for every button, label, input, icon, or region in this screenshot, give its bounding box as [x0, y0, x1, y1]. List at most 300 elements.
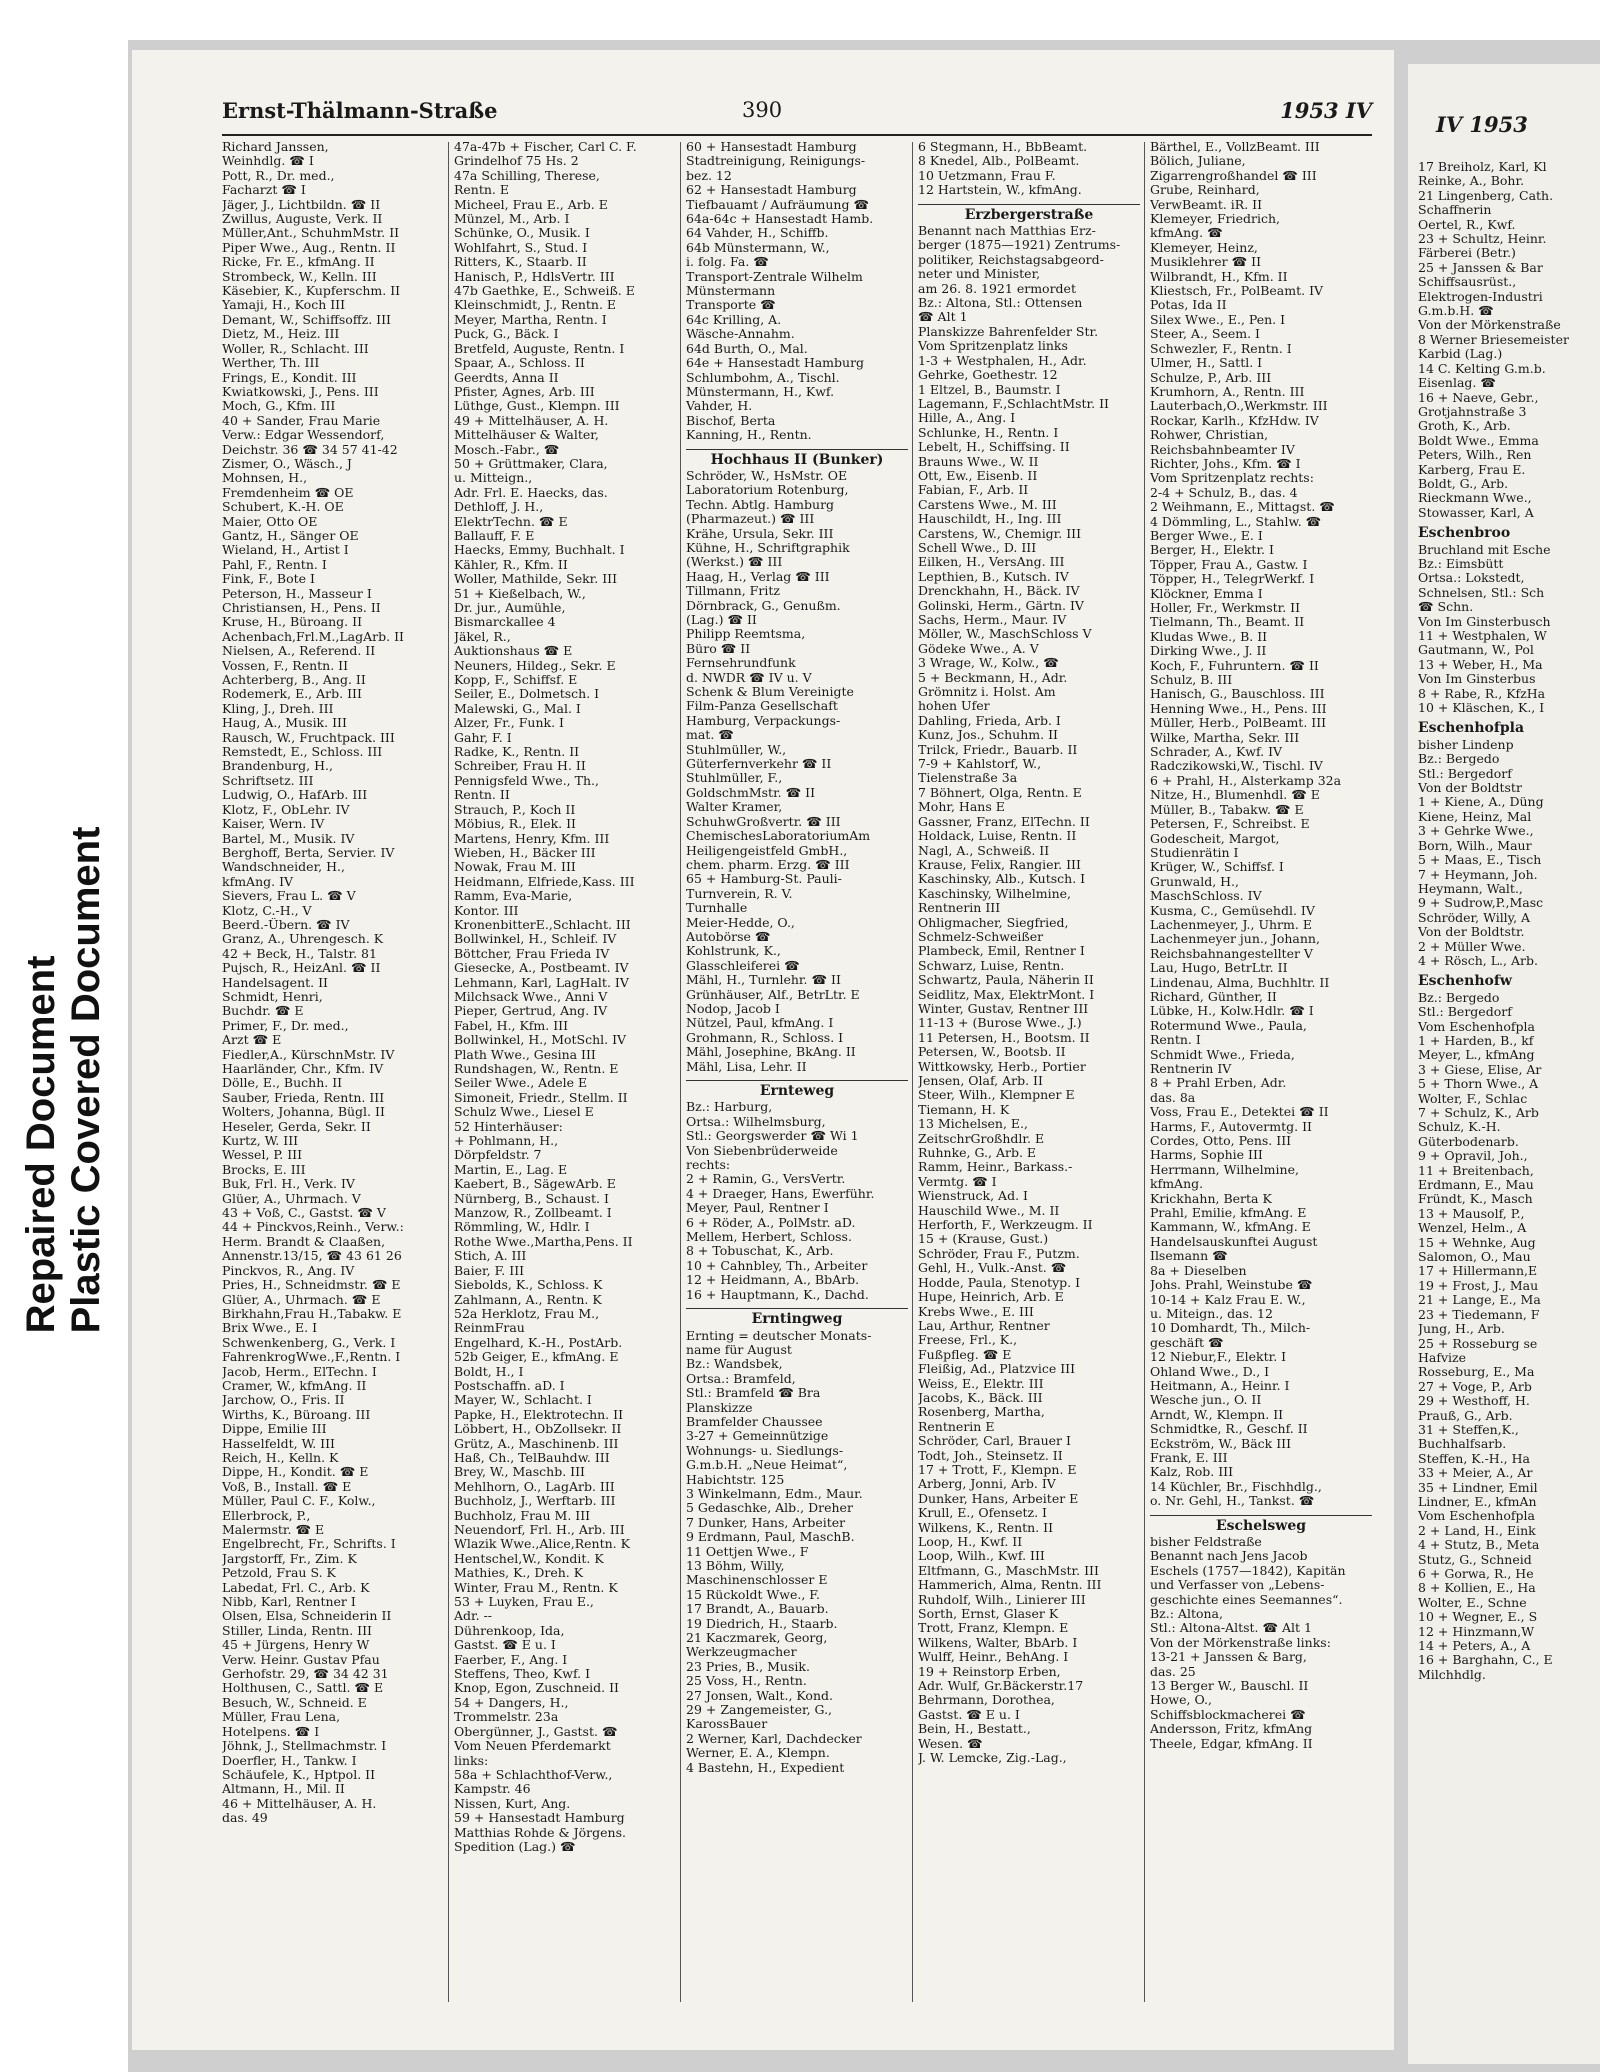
directory-entry: Ohligmacher, Siegfried, [918, 915, 1069, 930]
directory-entry: Facharzt ☎ I [222, 183, 306, 198]
directory-entry: Neuners, Hildeg., Sekr. E [454, 658, 616, 673]
directory-entry: 9 Erdmann, Paul, MaschB. [686, 1530, 855, 1545]
directory-entry: links: [454, 1753, 489, 1768]
directory-entry: Pinckvos, R., Ang. IV [222, 1263, 355, 1278]
directory-entry: 12 + Hinzmann,W [1418, 1624, 1535, 1639]
directory-entry: Handelsauskunftei August [1150, 1234, 1318, 1249]
directory-entry: Voss, Frau E., Detektei ☎ II [1150, 1105, 1329, 1120]
directory-entry: Steffens, Theo, Kwf. I [454, 1667, 591, 1682]
directory-entry: Schmelz-Schweißer [918, 929, 1044, 944]
directory-entry: Fleißig, Ad., Platzvice III [918, 1362, 1076, 1377]
directory-entry: 3 + Giese, Elise, Ar [1418, 1062, 1542, 1077]
directory-entry: Pennigsfeld Wwe., Th., [454, 773, 599, 788]
directory-entry: Milchhdlg. [1418, 1667, 1486, 1682]
directory-entry: 58a + Schlachthof-Verw., [454, 1767, 613, 1782]
directory-entry: Büro ☎ II [686, 641, 751, 656]
directory-entry: Färberei (Betr.) [1418, 246, 1516, 261]
directory-entry: geschichte eines Seemannes“. [1150, 1592, 1343, 1607]
directory-entry: Von der Mörkenstraße [1418, 318, 1561, 333]
directory-entry: Jäger, J., Lichtbildn. ☎ II [222, 197, 381, 212]
directory-entry: Hammerich, Alma, Rentn. III [918, 1578, 1102, 1593]
directory-entry: Römmling, W., Hdlr. I [454, 1220, 590, 1235]
directory-entry: Behrmann, Dorothea, [918, 1693, 1055, 1708]
directory-entry: Von der Boldtstr. [1418, 925, 1525, 940]
directory-entry: Micheel, Frau E., Arb. E [454, 197, 608, 212]
directory-entry: Jacob, Herm., ElTechn. I [222, 1364, 377, 1379]
directory-entry: GoldschmMstr. ☎ II [686, 785, 816, 800]
directory-entry: Mähl, Lisa, Lehr. II [686, 1059, 807, 1074]
directory-entry: Schrader, A., Kwf. IV [1150, 745, 1283, 760]
directory-entry: Dippe, H., Kondit. ☎ E [222, 1465, 369, 1480]
directory-entry: Ramm, Eva-Marie, [454, 889, 573, 904]
directory-entry: Stich, A. III [454, 1249, 527, 1264]
directory-entry: Jensen, Olaf, Arb. II [918, 1074, 1043, 1088]
directory-entry: Adr. Frl. E. Haecks, das. [454, 485, 608, 500]
directory-entry: Nielsen, A., Referend. II [222, 644, 376, 659]
directory-entry: 8a + Dieselben [1150, 1263, 1247, 1278]
directory-entry: Peterson, H., Masseur I [222, 586, 372, 601]
directory-entry: Kurtz, W. III [222, 1134, 299, 1149]
directory-entry: Heymann, Walt., [1418, 881, 1523, 896]
directory-entry: mat. ☎ [686, 728, 734, 743]
directory-entry: Petersen, F., Schreibst. E [1150, 817, 1310, 832]
directory-entry: Johs. Prahl, Weinstube ☎ [1150, 1278, 1313, 1293]
directory-entry: 9 + Sudrow,P.,Masc [1418, 896, 1544, 911]
directory-entry: Krickhahn, Berta K [1150, 1191, 1272, 1206]
directory-entry: Engelbrecht, Fr., Schrifts. I [222, 1537, 396, 1552]
directory-entry: Karbid (Lag.) [1418, 347, 1503, 362]
directory-entry: Rodemerk, E., Arb. III [222, 687, 362, 702]
directory-entry: Stowasser, Karl, A [1418, 505, 1534, 520]
directory-entry: Rundshagen, W., Rentn. E [454, 1062, 619, 1076]
directory-entry: Knop, Egon, Zuschneid. II [454, 1681, 619, 1696]
directory-entry: Frank, E. III [1150, 1450, 1228, 1465]
directory-entry: Vom Spritzenplatz links [918, 339, 1068, 354]
directory-entry: Wieben, H., Bäcker III [454, 845, 596, 860]
directory-entry: Schwenkenberg, G., Verk. I [222, 1335, 396, 1350]
directory-entry: Klemeyer, Heinz, [1150, 240, 1258, 255]
directory-entry: Dührenkoop, Ida, [454, 1623, 565, 1638]
directory-entry: Arberg, Jonni, Arb. IV [918, 1477, 1056, 1492]
directory-entry: Pahl, F., Rentn. I [222, 557, 327, 572]
directory-entry: 8 + Rabe, R., KfzHa [1418, 686, 1546, 701]
directory-entry: Winter, Frau M., Rentn. K [454, 1580, 618, 1595]
directory-entry: bez. 12 [686, 168, 732, 183]
directory-entry: Stutz, G., Schneid [1418, 1552, 1532, 1567]
directory-entry: Rentnerin E [918, 1419, 995, 1434]
directory-entry: name für August [686, 1342, 792, 1357]
directory-entry: Peters, Wilh., Ren [1418, 448, 1532, 463]
directory-entry: Kalz, Rob. III [1150, 1465, 1234, 1480]
directory-entry: Müller, B., Tabakw. ☎ E [1150, 802, 1304, 817]
directory-entry: Möller, W., MaschSchloss V [918, 627, 1092, 642]
directory-entry: Milchsack Wwe., Anni V [454, 989, 608, 1004]
directory-entry: Bollwinkel, H., Schleif. IV [454, 932, 617, 947]
directory-entry: Haug, A., Musik. III [222, 716, 347, 731]
directory-entry: Buchdr. ☎ E [222, 1004, 304, 1019]
directory-entry: Ortsa.: Bramfeld, [686, 1371, 796, 1386]
directory-entry: Rentnerin IV [1150, 1062, 1232, 1076]
directory-entry: Glüer, A., Uhrmach. V [222, 1191, 361, 1206]
directory-entry: Güterbodenarb. [1418, 1134, 1519, 1149]
directory-entry: 64b Münstermann, W., [686, 240, 830, 255]
directory-entry: Klemeyer, Friedrich, [1150, 212, 1281, 227]
directory-entry: 11 Oettjen Wwe., F [686, 1544, 809, 1559]
section-heading: Eschenbroo [1418, 525, 1511, 542]
directory-entry: Geerdts, Anna II [454, 370, 559, 385]
directory-entry: Seidlitz, Max, ElektrMont. I [918, 987, 1095, 1002]
directory-entry: 45 + Jürgens, Henry W [222, 1638, 370, 1653]
directory-entry: Arndt, W., Klempn. II [1150, 1407, 1284, 1422]
directory-entry: Kludas Wwe., B. II [1150, 629, 1268, 644]
directory-entry: 59 + Hansestadt Hamburg [454, 1811, 625, 1826]
directory-entry: 47b Gaethke, E., Schweiß. E [454, 284, 635, 299]
directory-entry: Bz.: Altona, Stl.: Ottensen [918, 296, 1083, 311]
directory-entry: Reich, H., Kelln. K [222, 1450, 339, 1465]
directory-entry: Karberg, Frau E. [1418, 462, 1526, 477]
directory-entry: 64 Vahder, H., Schiffb. [686, 226, 829, 241]
directory-entry: Jöhnk, J., Stellmachmstr. I [222, 1739, 387, 1754]
directory-entry: Papke, H., Elektrotechn. II [454, 1407, 624, 1422]
directory-entry: Berger, H., Elektr. I [1150, 543, 1274, 558]
directory-entry: Heiligengeistfeld GmbH., [686, 843, 848, 858]
directory-entry: Heseler, Gerda, Sekr. II [222, 1119, 371, 1134]
directory-entry: 19 + Reinstorp Erben, [918, 1664, 1061, 1679]
directory-entry: 11 Petersen, H., Bootsm. II [918, 1030, 1090, 1045]
directory-entry: 40 + Sander, Frau Marie [222, 413, 381, 428]
directory-entry: Boldt, H., I [454, 1364, 524, 1379]
directory-entry: Ohland Wwe., D., I [1150, 1364, 1270, 1379]
directory-entry: Dörnbrack, G., Genußm. [686, 598, 841, 613]
directory-entry: Kaschinsky, Alb., Kutsch. I [918, 872, 1086, 887]
directory-entry: Nagl, A., Schweiß. II [918, 843, 1050, 858]
side-labels [19, 827, 109, 1334]
directory-entry: Silex Wwe., E., Pen. I [1150, 312, 1286, 327]
directory-entry: Berghoff, Berta, Servier. IV [222, 845, 395, 860]
directory-entry: Prahl, Emilie, kfmAng. E [1150, 1206, 1307, 1221]
directory-entry: 7 Böhnert, Olga, Rentn. E [918, 785, 1082, 800]
directory-entry: Spedition (Lag.) ☎ [454, 1839, 576, 1854]
directory-entry: 1 Eltzel, B., Baumstr. I [918, 382, 1061, 397]
directory-entry: 17 Breiholz, Karl, Kl [1418, 160, 1547, 174]
directory-entry: 1 + Harden, B., kf [1418, 1033, 1534, 1048]
directory-entry: Primer, F., Dr. med., [222, 1018, 349, 1033]
directory-entry: 8 + Prahl Erben, Adr. [1150, 1076, 1287, 1091]
directory-entry: Annenstr.13/15, ☎ 43 61 26 [222, 1249, 402, 1264]
directory-entry: (Pharmazeut.) ☎ III [686, 512, 815, 527]
facing-page-column [1418, 160, 1594, 1682]
directory-entry: 25 Voss, H., Rentn. [686, 1674, 807, 1689]
directory-entry: 47a Schilling, Therese, [454, 168, 600, 183]
directory-entry: Rieckmann Wwe., [1418, 491, 1532, 506]
directory-entry: Nibb, Karl, Rentner I [222, 1595, 356, 1610]
directory-entry: Schwartz, Paula, Näherin II [918, 973, 1094, 988]
directory-entry: Malermstr. ☎ E [222, 1523, 325, 1537]
directory-entry: das. 8a [1150, 1090, 1196, 1105]
directory-entry: Jargstorff, Fr., Zim. K [222, 1551, 357, 1566]
directory-entry: Giesecke, A., Postbeamt. IV [454, 961, 629, 976]
section-heading: Eschenhofpla [1418, 720, 1525, 737]
directory-entry: Sorth, Ernst, Glaser K [918, 1607, 1059, 1622]
directory-entry: Von der Boldtstr [1418, 781, 1522, 796]
directory-entry: 15 + Wehnke, Aug [1418, 1235, 1536, 1250]
section-heading: Erzbergerstraße [918, 204, 1140, 222]
directory-entry: Gantz, H., Sänger OE [222, 528, 359, 543]
directory-entry: Fernsehrundfunk [686, 656, 796, 671]
directory-entry: G.m.b.H. ☎ [1418, 304, 1494, 319]
directory-entry: Schiffsausrüst., [1418, 275, 1517, 290]
directory-entry: + Pohlmann, H., [454, 1134, 559, 1149]
directory-entry: Grindelhof 75 Hs. 2 [454, 154, 579, 169]
directory-entry: 2 + Land, H., Eink [1418, 1523, 1536, 1538]
directory-entry: kfmAng. IV [222, 874, 294, 889]
directory-entry: Adr. Wulf, Gr.Bäckerstr.17 [918, 1679, 1084, 1694]
directory-entry: Richard Janssen, [222, 140, 329, 154]
directory-entry: 5 Gedaschke, Alb., Dreher [686, 1501, 853, 1516]
directory-entry: 21 Lingenberg, Cath. [1418, 188, 1554, 203]
directory-entry: 10 + Wegner, E., S [1418, 1610, 1538, 1625]
directory-entry: Christiansen, H., Pens. II [222, 601, 381, 615]
directory-entry: 64a-64c + Hansestadt Hamb. [686, 212, 874, 227]
directory-entry: Labedat, Frl. C., Arb. K [222, 1580, 370, 1595]
directory-entry: KarossBauer [686, 1717, 768, 1732]
directory-entry: 52b Geiger, E., kfmAng. E [454, 1350, 619, 1365]
year-section [1280, 98, 1372, 123]
directory-entry: 13 Michelsen, E., [918, 1117, 1029, 1132]
directory-entry: Heidmann, Elfriede,Kass. III [454, 874, 635, 889]
directory-entry: Holthusen, C., Sattl. ☎ E [222, 1681, 384, 1696]
directory-entry: Schaffnerin [1418, 203, 1492, 218]
directory-entry: Obergünner, J., Gastst. ☎ [454, 1724, 618, 1739]
directory-entry: Von der Mörkenstraße links: [1150, 1635, 1331, 1650]
directory-entry: Fink, F., Bote I [222, 572, 315, 587]
directory-entry: Jarchow, O., Fris. II [222, 1393, 345, 1408]
directory-entry: 16 + Hauptmann, K., Dachd. [686, 1287, 869, 1302]
directory-entry: Fründt, K., Masch [1418, 1192, 1533, 1207]
directory-entry: 11 + Westphalen, W [1418, 629, 1547, 643]
directory-entry: 60 + Hansestadt Hamburg [686, 140, 857, 154]
directory-entry: Krüger, W., Schiffsf. I [1150, 860, 1284, 875]
directory-entry: Godescheit, Margot, [1150, 831, 1280, 846]
directory-entry: Achenbach,Frl.M.,LagArb. II [222, 629, 404, 644]
directory-entry: Studienrätin I [1150, 845, 1239, 860]
directory-entry: Plambeck, Emil, Rentner I [918, 944, 1085, 959]
directory-entry: Klotz, C.-H., V [222, 903, 312, 918]
directory-entry: Glüer, A., Uhrmach. ☎ E [222, 1292, 381, 1307]
directory-entry: Töpper, H., TelegrWerkf. I [1150, 572, 1315, 587]
directory-entry: Ruhnke, G., Arb. E [918, 1146, 1037, 1161]
directory-entry: Groth, K., Arb. [1418, 419, 1511, 434]
directory-entry: Woller, Mathilde, Sekr. III [454, 572, 618, 587]
directory-entry: Nissen, Kurt, Ang. [454, 1796, 571, 1811]
directory-entry: Kiene, Heinz, Mal [1418, 809, 1532, 824]
directory-entry: Transporte ☎ [686, 298, 776, 313]
directory-entry: Dahling, Frieda, Arb. I [918, 713, 1061, 728]
directory-entry: Bollwinkel, H., MotSchl. IV [454, 1033, 627, 1048]
directory-entry: Kwiatkowski, J., Pens. III [222, 384, 379, 399]
directory-entry: Schwezler, F., Rentn. I [1150, 341, 1292, 356]
directory-entry: Kaschinsky, Wilhelmine, [918, 886, 1071, 901]
directory-entry: Güterfernverkehr ☎ II [686, 757, 832, 772]
directory-entry: Cramer, W., kfmAng. II [222, 1378, 367, 1393]
directory-entry: Stl.: Bramfeld ☎ Bra [686, 1386, 821, 1401]
directory-entry: Sachs, Herm., Maur. IV [918, 613, 1067, 627]
directory-entry: Siebolds, K., Schloss. K [454, 1278, 603, 1293]
directory-entry: Prauß, G., Arb. [1418, 1408, 1513, 1423]
directory-entry: Bein, H., Bestatt., [918, 1722, 1031, 1737]
directory-entry: Auktionshaus ☎ E [454, 644, 573, 659]
directory-entry: 11 + Breitenbach, [1418, 1163, 1534, 1178]
directory-entry: Meyer, Martha, Rentn. I [454, 312, 607, 327]
directory-entry: Gehrke, Goethestr. 12 [918, 368, 1058, 383]
directory-entry: Maier, Otto OE [222, 514, 318, 529]
directory-entry: Grömnitz i. Holst. Am [918, 685, 1056, 700]
directory-entry: Hauschildt, H., Ing. III [918, 512, 1062, 527]
directory-entry: Kampstr. 46 [454, 1782, 531, 1797]
directory-entry: Dethloff, J. H., [454, 500, 544, 515]
directory-entry: Plath Wwe., Gesina III [454, 1047, 596, 1062]
directory-entry: 17 + Trott, F., Klempn. E [918, 1462, 1077, 1477]
directory-entry: Grotjahnstraße 3 [1418, 404, 1527, 419]
directory-entry: Nowak, Frau M. III [454, 860, 576, 875]
directory-entry: Kohlstrunk, K., [686, 944, 781, 959]
directory-entry: Tiemann, H. K [918, 1102, 1010, 1117]
section-heading: Hochhaus II (Bunker) [686, 449, 908, 467]
directory-entry: Müller, Herb., PolBeamt. III [1150, 716, 1327, 731]
directory-entry: Pott, R., Dr. med., [222, 168, 335, 183]
directory-entry: Kopp, F., Schiffsf. E [454, 673, 578, 688]
directory-entry: Wesen. ☎ [918, 1736, 983, 1751]
directory-entry: 3 Winkelmann, Edm., Maur. [686, 1486, 863, 1501]
directory-entry: 13 + Weber, H., Ma [1418, 657, 1543, 672]
directory-entry: Bz.: Bergedo [1418, 752, 1500, 767]
directory-entry: 3 Wrage, W., Kolw., ☎ [918, 656, 1059, 671]
directory-entry: 16 + Barghahn, C., E [1418, 1653, 1553, 1668]
directory-entry: Habichtstr. 125 [686, 1472, 785, 1487]
directory-entry: Pujsch, R., HeizAnl. ☎ II [222, 961, 381, 976]
directory-entry: 43 + Voß, C., Gastst. ☎ V [222, 1206, 386, 1221]
directory-entry: Haag, H., Verlag ☎ III [686, 569, 830, 584]
directory-entry: Reichsbahnbeamter IV [1150, 442, 1295, 457]
directory-entry: Von Im Ginsterbus [1418, 672, 1536, 687]
directory-entry: Eltfmann, G., MaschMstr. III [918, 1563, 1099, 1578]
directory-entry: Hentschel,W., Kondit. K [454, 1551, 604, 1566]
directory-entry: Ott, Ew., Eisenb. II [918, 468, 1038, 483]
directory-entry: 6 Stegmann, H., BbBeamt. [918, 140, 1088, 154]
directory-entry: Todt, Joh., Steinsetz. II [918, 1448, 1063, 1463]
directory-entry: Klöckner, Emma I [1150, 586, 1263, 601]
directory-entry: Meyer, L., kfmAng [1418, 1048, 1535, 1063]
directory-entry: 21 Kaczmarek, Georg, [686, 1631, 828, 1646]
directory-entry: das. 49 [222, 1811, 268, 1826]
directory-entry: Ernting = deutscher Monats- [686, 1328, 872, 1343]
directory-entry: Rentn. II [454, 788, 510, 803]
directory-entry: das. 25 [1150, 1664, 1196, 1679]
directory-entry: 9 + Opravil, Joh., [1418, 1149, 1528, 1164]
directory-entry: 3-27 + Gemeinnützige [686, 1429, 829, 1444]
directory-entry: 14 Küchler, Br., Fischhdlg., [1150, 1479, 1322, 1494]
directory-entry: Lüthge, Gust., Klempn. III [454, 399, 620, 414]
directory-entry: am 26. 8. 1921 ermordet [918, 281, 1076, 296]
directory-entry: Radczikowski,W., Tischl. IV [1150, 759, 1323, 774]
directory-entry: Verw. Heinr. Gustav Pfau [222, 1652, 380, 1667]
directory-entry: Kanning, H., Rentn. [686, 428, 812, 443]
directory-entry: Grünhäuser, Alf., BetrLtr. E [686, 987, 860, 1002]
directory-entry: Pries, H., Schneidmstr. ☎ E [222, 1278, 401, 1293]
directory-entry: hohen Ufer [918, 699, 990, 714]
directory-entry: Hafvize [1418, 1350, 1467, 1365]
directory-entry: Lau, Arthur, Rentner [918, 1318, 1050, 1333]
directory-entry: Pieper, Gertrud, Ang. IV [454, 1004, 608, 1019]
directory-entry: Manzow, R., Zollbeamt. I [454, 1206, 612, 1221]
directory-entry: 19 + Frost, J., Mau [1418, 1278, 1539, 1293]
directory-entry: Hotelpens. ☎ I [222, 1724, 320, 1739]
directory-entry: 5 + Beckmann, H., Adr. [918, 670, 1068, 685]
directory-entry: Martens, Henry, Kfm. III [454, 831, 610, 846]
directory-entry: Nodop, Jacob I [686, 1001, 780, 1016]
directory-entry: 23 Pries, B., Musik. [686, 1659, 810, 1674]
directory-entry: Bartel, M., Musik. IV [222, 831, 355, 846]
directory-entry: Kruse, H., Büroang. II [222, 615, 363, 630]
directory-entry: politiker, Reichstagsabgeord- [918, 252, 1104, 267]
directory-entry: Brocks, E. III [222, 1162, 306, 1177]
directory-entry: Schnelsen, Stl.: Sch [1418, 585, 1545, 600]
directory-entry: Werther, Th. III [222, 356, 320, 371]
directory-entry: Böttcher, Frau Frieda IV [454, 946, 610, 961]
directory-entry: 3 + Gehrke Wwe., [1418, 824, 1534, 839]
column-3 [686, 140, 908, 1775]
directory-entry: Nitze, H., Blumenhdl. ☎ E [1150, 788, 1320, 803]
directory-entry: Hasselfeldt, W. III [222, 1436, 335, 1451]
directory-entry: 14 + Peters, A., A [1418, 1639, 1531, 1654]
directory-entry: Carstens Wwe., M. III [918, 497, 1057, 512]
directory-entry: 25 + Janssen & Bar [1418, 260, 1543, 275]
directory-entry: Bärthel, E., VollzBeamt. III [1150, 140, 1320, 154]
directory-entry: Tielmann, Th., Beamt. II [1150, 615, 1305, 630]
directory-entry: Schröder, Carl, Brauer I [918, 1434, 1071, 1449]
directory-entry: 7 Dunker, Hans, Arbeiter [686, 1515, 846, 1530]
directory-entry: Dunker, Hans, Arbeiter E [918, 1491, 1079, 1506]
directory-entry: Kunz, Jos., Schuhm. II [918, 728, 1058, 743]
section-heading: Erntingweg [686, 1308, 908, 1326]
directory-entry: Gödeke Wwe., A. V [918, 641, 1039, 656]
directory-entry: Engelhard, K.-H., PostArb. [454, 1335, 623, 1350]
directory-entry: Hauschild Wwe., M. II [918, 1203, 1060, 1218]
directory-entry: Zigarrengroßhandel ☎ III [1150, 168, 1317, 183]
directory-entry: 13-21 + Janssen & Barg, [1150, 1650, 1307, 1665]
directory-entry: Krumhorn, A., Rentn. III [1150, 384, 1305, 399]
directory-entry: Eckström, W., Bäck III [1150, 1436, 1292, 1451]
directory-entry: Weinhdlg. ☎ I [222, 154, 314, 169]
directory-entry: Planskizze [686, 1400, 753, 1415]
directory-entry: 8 Knedel, Alb., PolBeamt. [918, 154, 1080, 169]
directory-entry: 52 Hinterhäuser: [454, 1119, 563, 1134]
directory-entry: Hanisch, P., HdlsVertr. III [454, 269, 615, 284]
directory-entry: Fremdenheim ☎ OE [222, 485, 354, 500]
directory-entry: Dörpfeldstr. 7 [454, 1148, 542, 1163]
directory-entry: Meier-Hedde, O., [686, 915, 795, 930]
directory-entry: bisher Feldstraße [1150, 1535, 1262, 1549]
directory-entry: 10 Domhardt, Th., Milch- [1150, 1321, 1311, 1336]
directory-entry: Trott, Franz, Klempn. E [918, 1621, 1069, 1636]
directory-entry: Spaar, A., Schloss. II [454, 356, 585, 371]
directory-entry: u. Mitteign., [454, 471, 533, 486]
directory-entry: bisher Lindenp [1418, 737, 1514, 752]
directory-entry: Granz, A., Uhrengesch. K [222, 932, 384, 947]
directory-entry: Zismer, O., Wäsch., J [222, 456, 352, 471]
directory-entry: Lachenmeyer jun., Johann, [1150, 932, 1320, 947]
directory-entry: Laboratorium Rotenburg, [686, 483, 849, 498]
